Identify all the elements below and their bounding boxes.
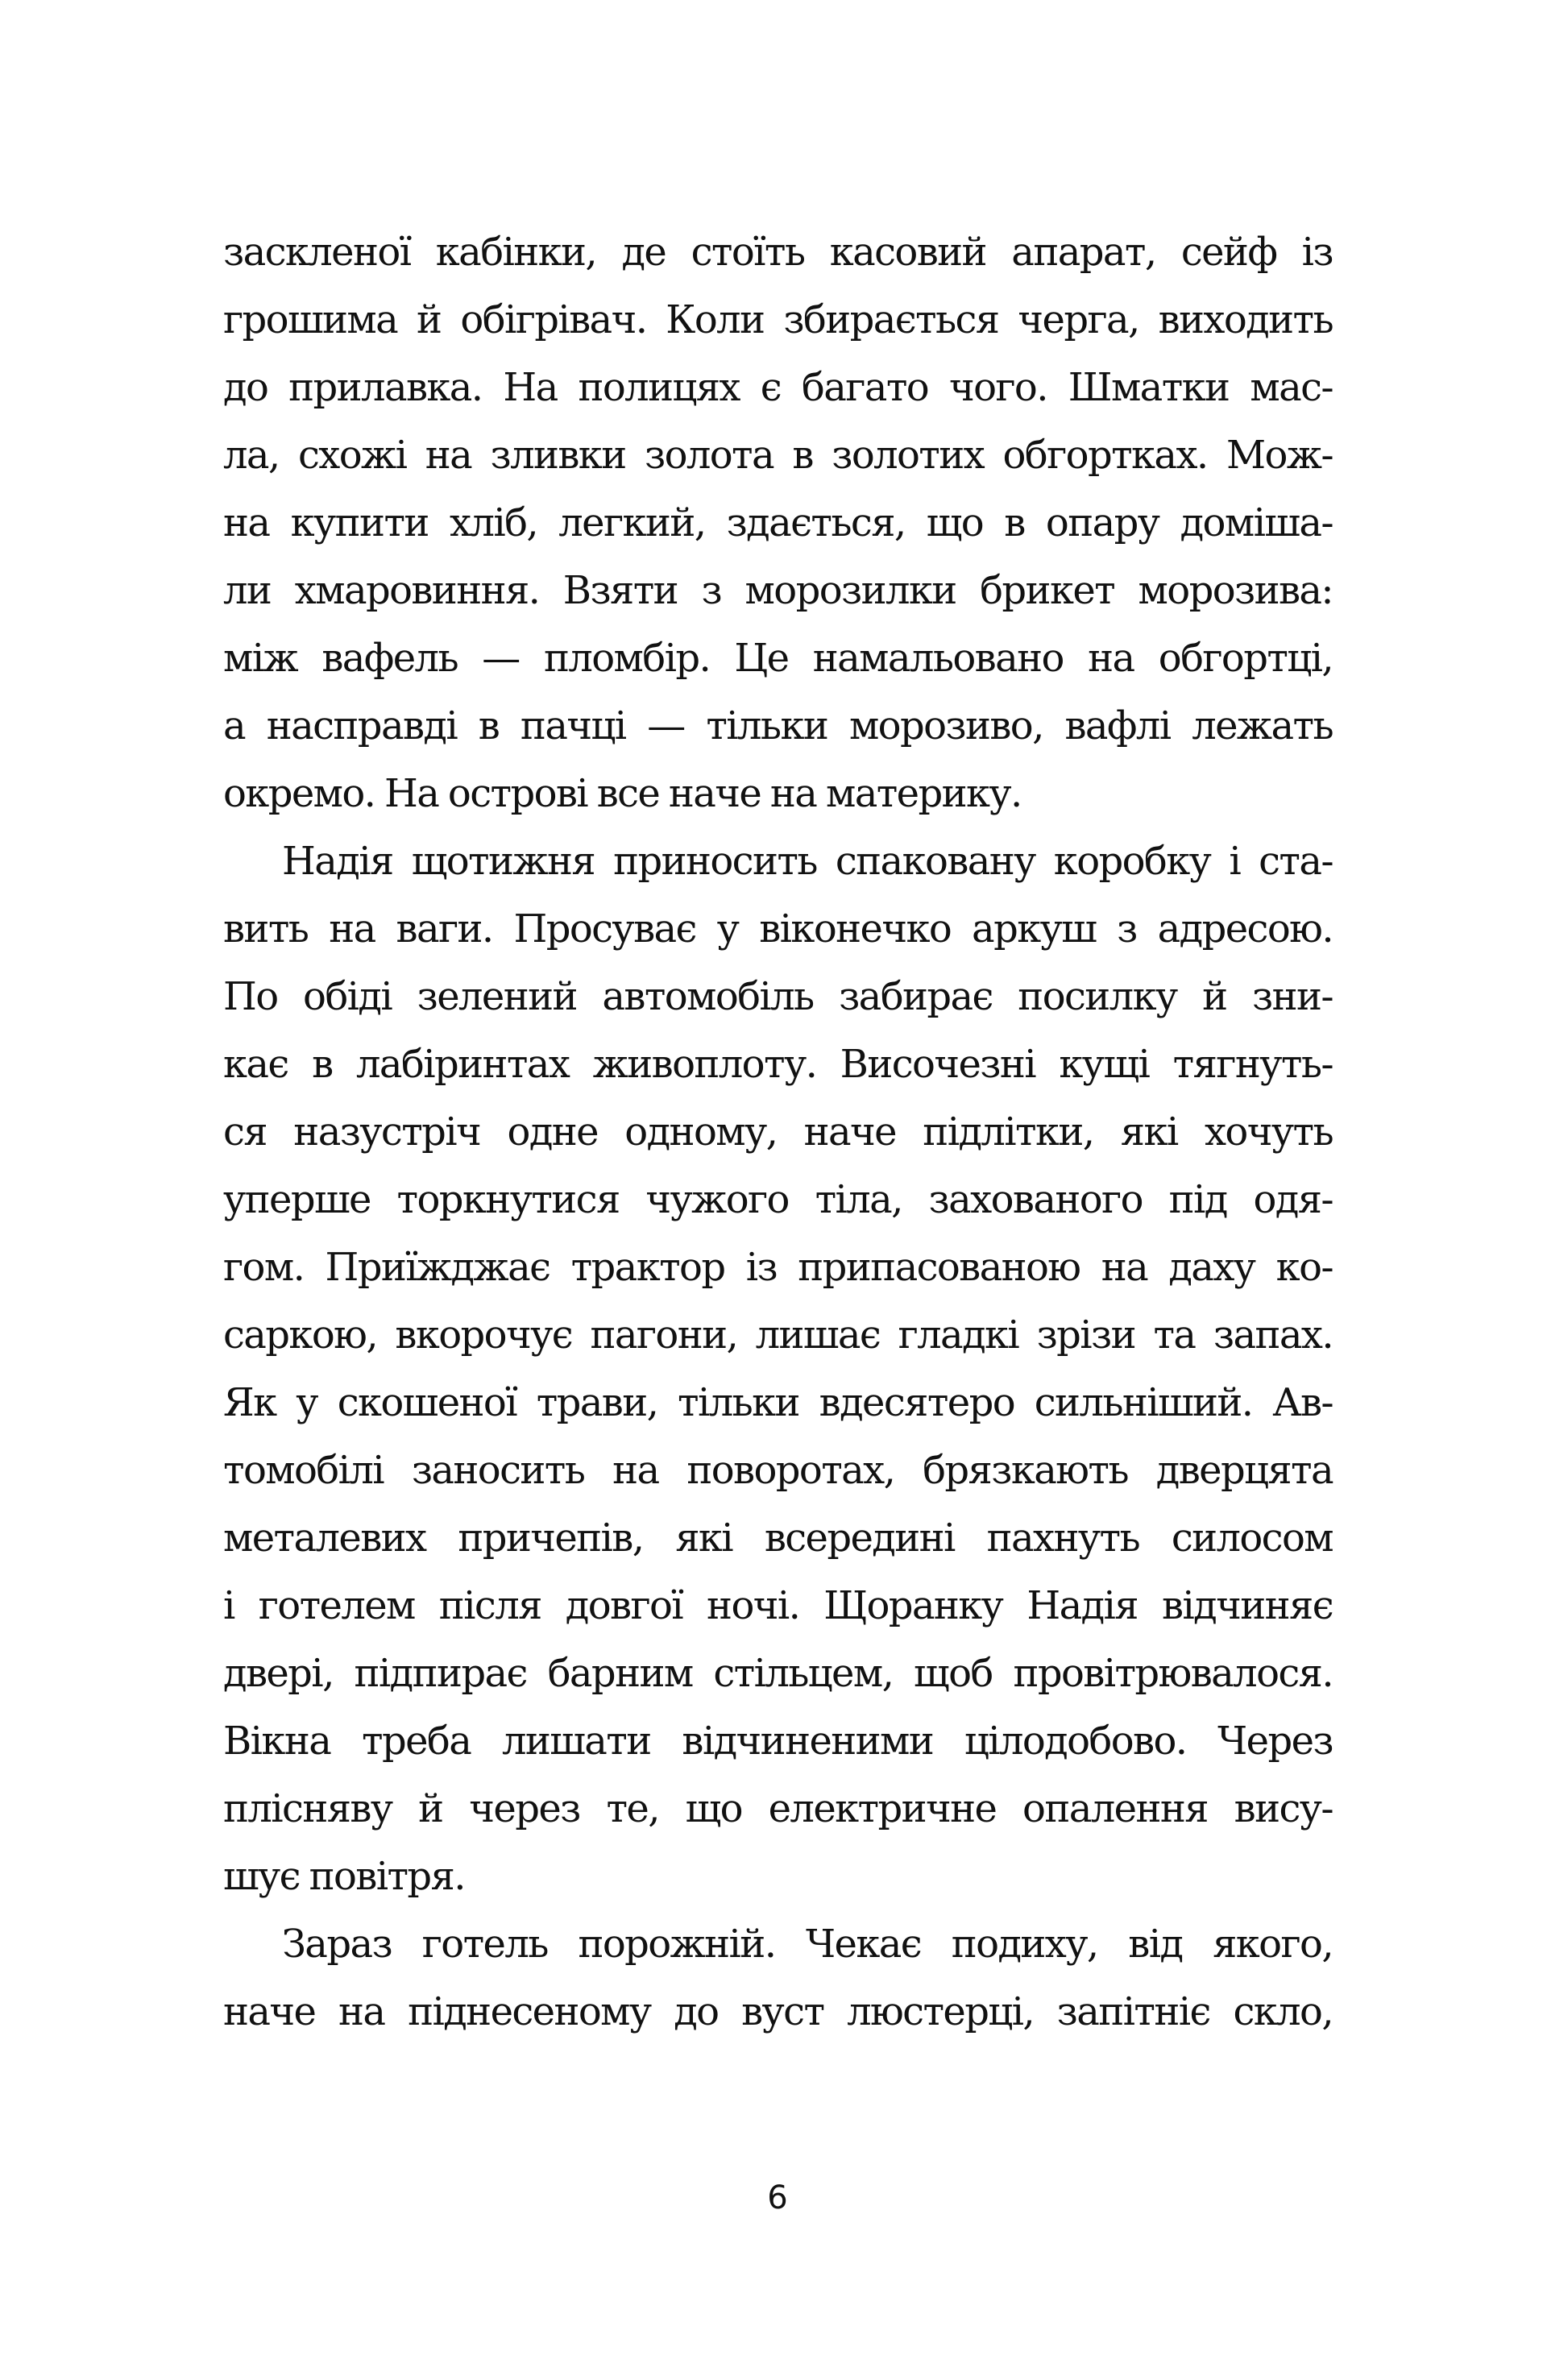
- text-line: саркою, вкорочує пагони, лишає гладкі зрізи та запах.: [223, 1312, 1333, 1358]
- page-number: 6: [767, 2179, 788, 2216]
- text-line: гом. Приїжджає трактор із припасованою на даху ко-: [223, 1245, 1333, 1290]
- text-line: вить на ваги. Просуває у віконечко аркуш з адресою.: [223, 906, 1333, 952]
- text-line: металевих причепів, які всередині пахнуть силосом: [223, 1515, 1333, 1561]
- paragraph-2: [223, 827, 1333, 1910]
- text-line: і готелем після довгої ночі. Щоранку Надія відчиняє: [223, 1583, 1333, 1628]
- text-line: між вафель — пломбір. Це намальовано на обгортці,: [223, 636, 1333, 681]
- paragraph-3: [223, 1910, 1333, 2046]
- paragraph-1: [223, 218, 1333, 827]
- text-line: наче на піднесеному до вуст люстерці, запітніє скло,: [223, 1989, 1333, 2034]
- text-line: Зараз готель порожній. Чекає подиху, від якого,: [282, 1922, 1333, 1967]
- text-line: грошима й обігрівач. Коли збирається черга, виходить: [223, 297, 1333, 342]
- body-text: [223, 218, 1333, 2046]
- text-line: Як у скошеної трави, тільки вдесятеро сильніший. Ав-: [223, 1380, 1333, 1425]
- text-line: По обіді зелений автомобіль забирає посилку й зни-: [223, 974, 1333, 1019]
- text-line: на купити хліб, легкий, здається, що в опару доміша-: [223, 500, 1333, 545]
- text-line: ла, схожі на зливки золота в золотих обгортках. Мож-: [223, 433, 1333, 478]
- text-line: ли хмаровиння. Взяти з морозилки брикет морозива:: [223, 568, 1333, 613]
- text-line: Надія щотижня приносить спаковану коробку і ста-: [282, 839, 1333, 884]
- text-line: уперше торкнутися чужого тіла, захованого під одя-: [223, 1177, 1333, 1222]
- text-line: окремо. На острові все наче на материку.: [223, 771, 1022, 816]
- text-line: кає в лабіринтах живоплоту. Височезні кущі тягнуть-: [223, 1042, 1333, 1087]
- text-line: двері, підпирає барним стільцем, щоб провітрювалося.: [223, 1651, 1333, 1696]
- text-line: плісняву й через те, що електричне опалення вису-: [223, 1786, 1333, 1831]
- text-line: ся назустріч одне одному, наче підлітки, які хочуть: [223, 1109, 1333, 1155]
- text-line: заскленої кабінки, де стоїть касовий апарат, сейф із: [223, 230, 1333, 275]
- text-line: томобілі заносить на поворотах, брязкають дверцята: [223, 1448, 1333, 1493]
- text-line: до прилавка. На полицях є багато чого. Шматки мас-: [223, 365, 1333, 410]
- text-line: шує повітря.: [223, 1854, 465, 1899]
- text-line: а насправді в пачці — тільки морозиво, вафлі лежать: [223, 703, 1333, 748]
- text-line: Вікна треба лишати відчиненими цілодобово. Через: [223, 1719, 1333, 1764]
